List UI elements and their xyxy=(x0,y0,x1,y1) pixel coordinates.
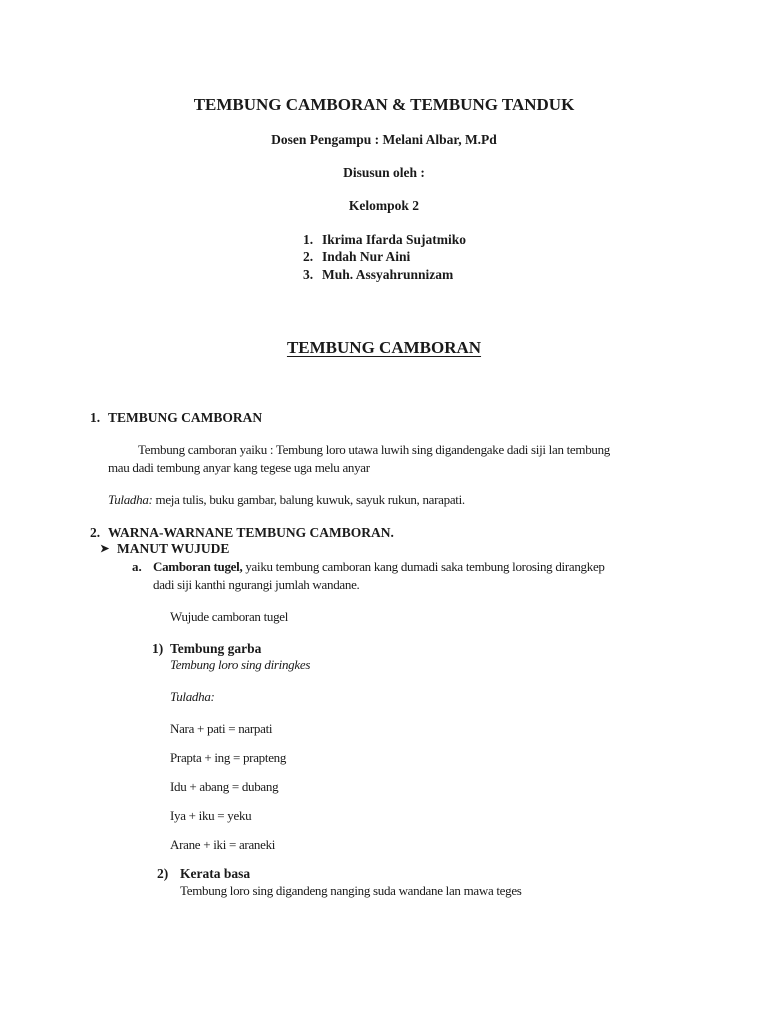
sub1-marker: 1) xyxy=(152,641,164,656)
example-formula: Iya + iku = yeku xyxy=(170,808,252,823)
member-item xyxy=(303,267,454,282)
example-text: meja tulis, buku gambar, balung kuwuk, sayuk rukun, narapati. xyxy=(152,492,465,507)
bullet-text: MANUT WUJUDE xyxy=(117,541,230,556)
example-formula: Nara + pati = narpati xyxy=(170,721,273,736)
section2-number: 2. xyxy=(90,525,101,540)
definition-line-2: mau dadi tembung anyar kang tegese uga melu anyar xyxy=(108,460,370,475)
sub2-title: Kerata basa xyxy=(180,866,251,881)
example-formula: Arane + iki = araneki xyxy=(170,837,276,852)
sub2-definition: Tembung loro sing digandeng nanging suda wandane lan mawa teges xyxy=(180,883,522,898)
section1-number: 1. xyxy=(90,410,101,425)
item-a-rest: yaiku tembung camboran kang dumadi saka tembung lorosing dirangkep xyxy=(242,559,605,574)
sub2-marker: 2) xyxy=(157,866,169,881)
sub2-heading xyxy=(157,866,251,881)
section-heading: TEMBUNG CAMBORAN xyxy=(286,338,482,357)
example-formula: Prapta + ing = prapteng xyxy=(170,750,287,765)
item-a-line-2: dadi siji kanthi ngurangi jumlah wandane. xyxy=(153,577,360,592)
document-title: TEMBUNG CAMBORAN & TEMBUNG TANDUK xyxy=(193,95,575,114)
example-label: Tuladha: xyxy=(108,492,153,507)
member-number: 3. xyxy=(303,267,314,282)
example-formula: Idu + abang = dubang xyxy=(170,779,279,794)
compiled-by-label: Disusun oleh : xyxy=(343,165,425,180)
member-name: Muh. Assyahrunnizam xyxy=(322,267,454,282)
item-a-marker: a. xyxy=(132,559,142,574)
item-a-text xyxy=(153,560,605,573)
example-line xyxy=(108,493,465,506)
member-name: Indah Nur Aini xyxy=(322,249,411,264)
item-a-term: Camboran tugel, xyxy=(153,559,243,574)
member-item xyxy=(303,249,411,264)
sub1-example-label: Tuladha: xyxy=(170,689,215,704)
member-number: 2. xyxy=(303,249,314,264)
sub1-title: Tembung garba xyxy=(170,641,262,656)
sub1-definition: Tembung loro sing diringkes xyxy=(170,657,311,672)
section1-heading xyxy=(90,410,263,425)
subheading-wujude: Wujude camboran tugel xyxy=(170,609,289,624)
member-item xyxy=(303,232,467,247)
section2-title: WARNA-WARNANE TEMBUNG CAMBORAN. xyxy=(108,525,394,540)
definition-line-1: Tembung camboran yaiku : Tembung loro utawa luwih sing digandengake dadi siji lan tembung xyxy=(138,442,610,457)
group-label: Kelompok 2 xyxy=(348,198,420,213)
section2-heading xyxy=(90,525,394,540)
sub1-heading xyxy=(152,641,262,656)
section1-title: TEMBUNG CAMBORAN xyxy=(108,410,263,425)
arrowhead-bullet-icon: ➤ xyxy=(100,543,110,555)
member-name: Ikrima Ifarda Sujatmiko xyxy=(322,232,467,247)
member-number: 1. xyxy=(303,232,314,247)
bullet-item xyxy=(100,541,230,556)
item-a xyxy=(132,559,605,574)
lecturer-line: Dosen Pengampu : Melani Albar, M.Pd xyxy=(271,132,497,147)
